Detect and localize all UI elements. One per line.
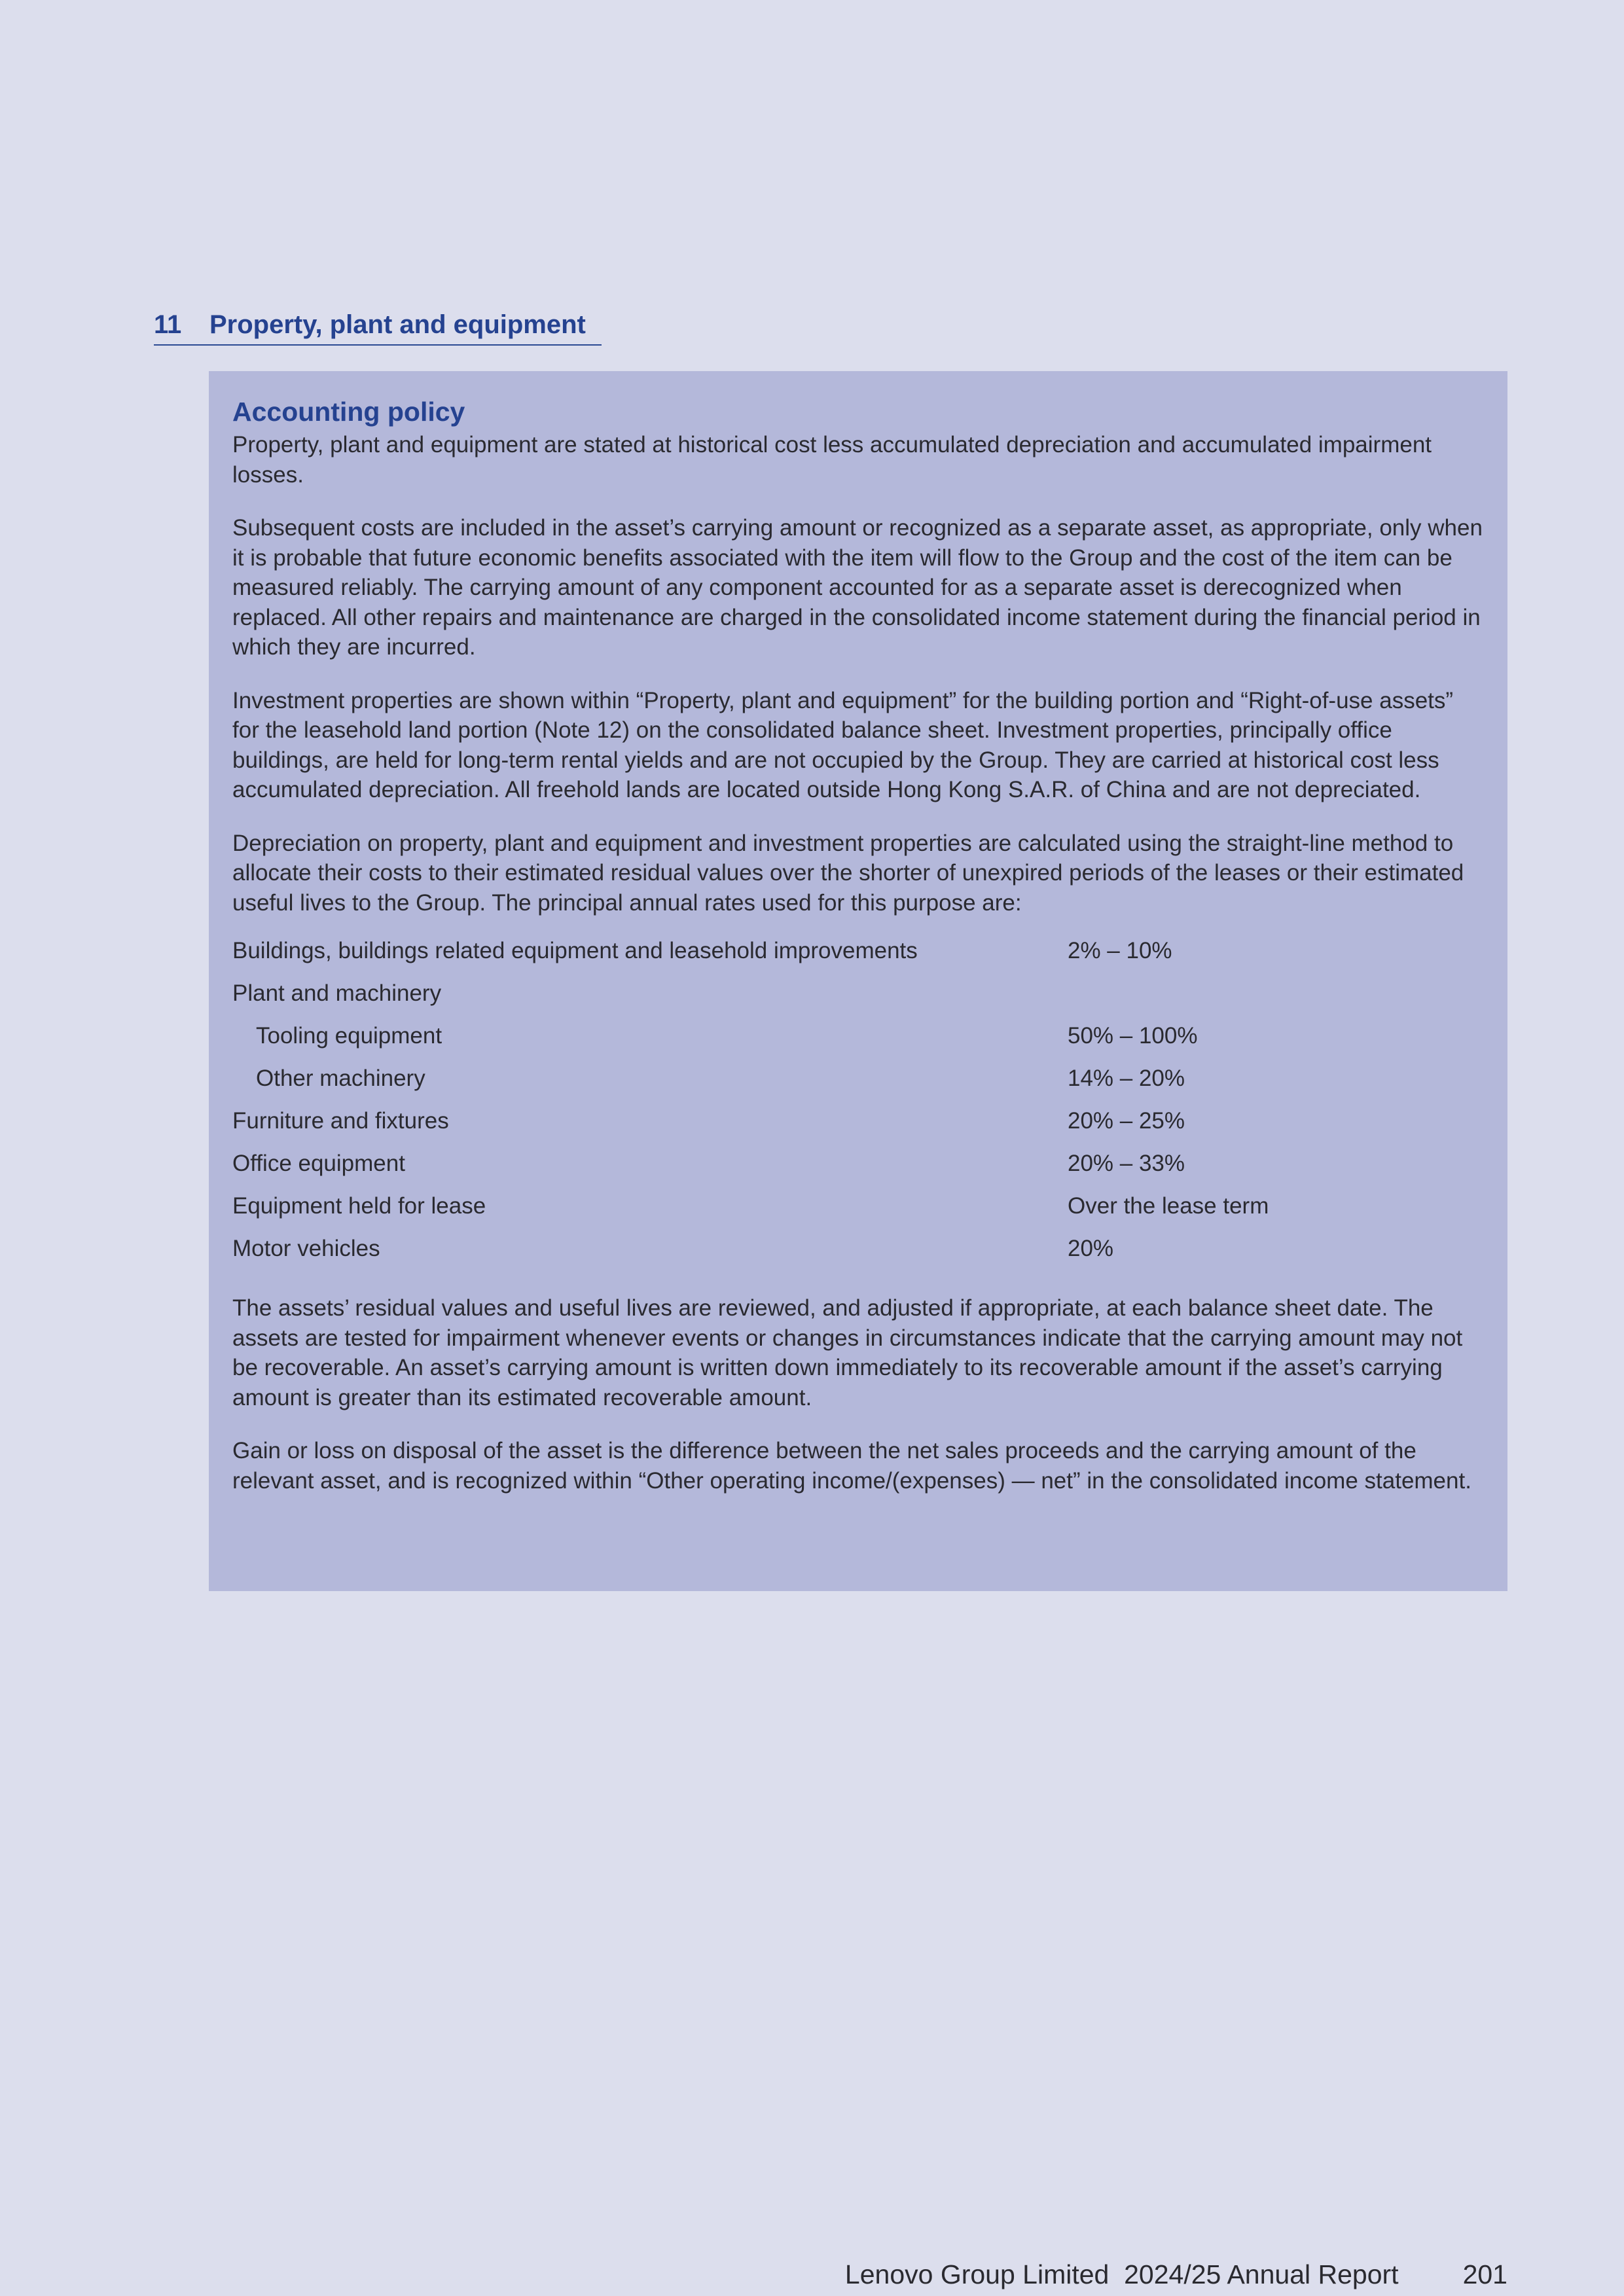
rate-label: Other machinery [256,1066,425,1091]
page-number: 201 [1462,2259,1507,2289]
rate-value: 20% – 25% [1068,1108,1185,1134]
rate-label: Furniture and fixtures [232,1108,449,1134]
policy-paragraph: Gain or loss on disposal of the asset is the difference between the net sales proceeds and the carrying amount of the relevant asset, and is recognized within “Other operating income/(expenses) — net” in the consolidated income statement. [232,1438,1471,1494]
rate-row [232,1227,1484,1270]
section-title: Property, plant and equipment [209,310,586,339]
rate-row [232,1057,1484,1100]
page-footer [845,2256,1507,2293]
section-number: 11 [154,310,182,339]
rate-row [232,1100,1484,1142]
rate-value: 20% [1068,1236,1114,1261]
rate-row [232,1185,1484,1227]
rate-label: Tooling equipment [256,1023,442,1049]
policy-paragraph: Depreciation on property, plant and equipment and investment properties are calculated using the straight-line method to allocate their costs to their estimated residual values over the shorter of unexpired periods of the leases or their estimated useful lives to the Group. The principal annual rates used for this purpose are: [232,830,1464,916]
section-heading [154,305,602,346]
rate-value: Over the lease term [1068,1193,1269,1219]
rate-row [232,1142,1484,1185]
report-name: Lenovo Group Limited 2024/25 Annual Report [844,2259,1399,2289]
rate-label: Buildings, buildings related equipment and leasehold improvements [232,938,918,963]
rate-label: Office equipment [232,1151,405,1176]
depreciation-rates-table [232,929,1484,1270]
rate-label: Equipment held for lease [232,1193,486,1219]
policy-paragraph: Investment properties are shown within “Property, plant and equipment” for the building portion and “Right-of-use assets” for the leasehold land portion (Note 12) on the consolidated balance sheet. Investment properties, principally office buildings, are held for long-term rental yields and are not occupied by the Group. They are carried at historical cost less accumulated depreciation. All freehold lands are located outside Hong Kong S.A.R. of China and are not depreciated. [232,687,1454,802]
policy-paragraph: Subsequent costs are included in the asset’s carrying amount or recognized as a separate asset, as appropriate, only when it is probable that future economic benefits associated with the item will flow to the Group and the cost of the item can be measured reliably. The carrying amount of any component accounted for as a separate asset is derecognized when replaced. All other repairs and maintenance are charged in the consolidated income statement during the financial period in which they are incurred. [232,515,1483,660]
rate-value: 20% – 33% [1068,1151,1185,1176]
rate-value: 50% – 100% [1068,1023,1198,1049]
rate-value: 2% – 10% [1068,938,1172,963]
rate-label: Plant and machinery [232,980,442,1006]
policy-paragraph: The assets’ residual values and useful lives are reviewed, and adjusted if appropriate, at each balance sheet date. The assets are tested for impairment whenever events or changes in circumstances indicate that the carrying amount may not be recoverable. An asset’s carrying amount is written down immediately to its recoverable amount if the asset’s carrying amount is greater than its estimated recoverable amount. [232,1295,1463,1410]
policy-title: Accounting policy [232,397,465,427]
rate-row [232,972,1484,1014]
rate-value: 14% – 20% [1068,1066,1185,1091]
rate-row [232,1014,1484,1057]
accounting-policy-box [209,371,1507,1591]
policy-paragraph: Property, plant and equipment are stated at historical cost less accumulated depreciation and accumulated impairment losses. [232,432,1432,488]
rate-row [232,929,1484,972]
rate-label: Motor vehicles [232,1236,380,1261]
